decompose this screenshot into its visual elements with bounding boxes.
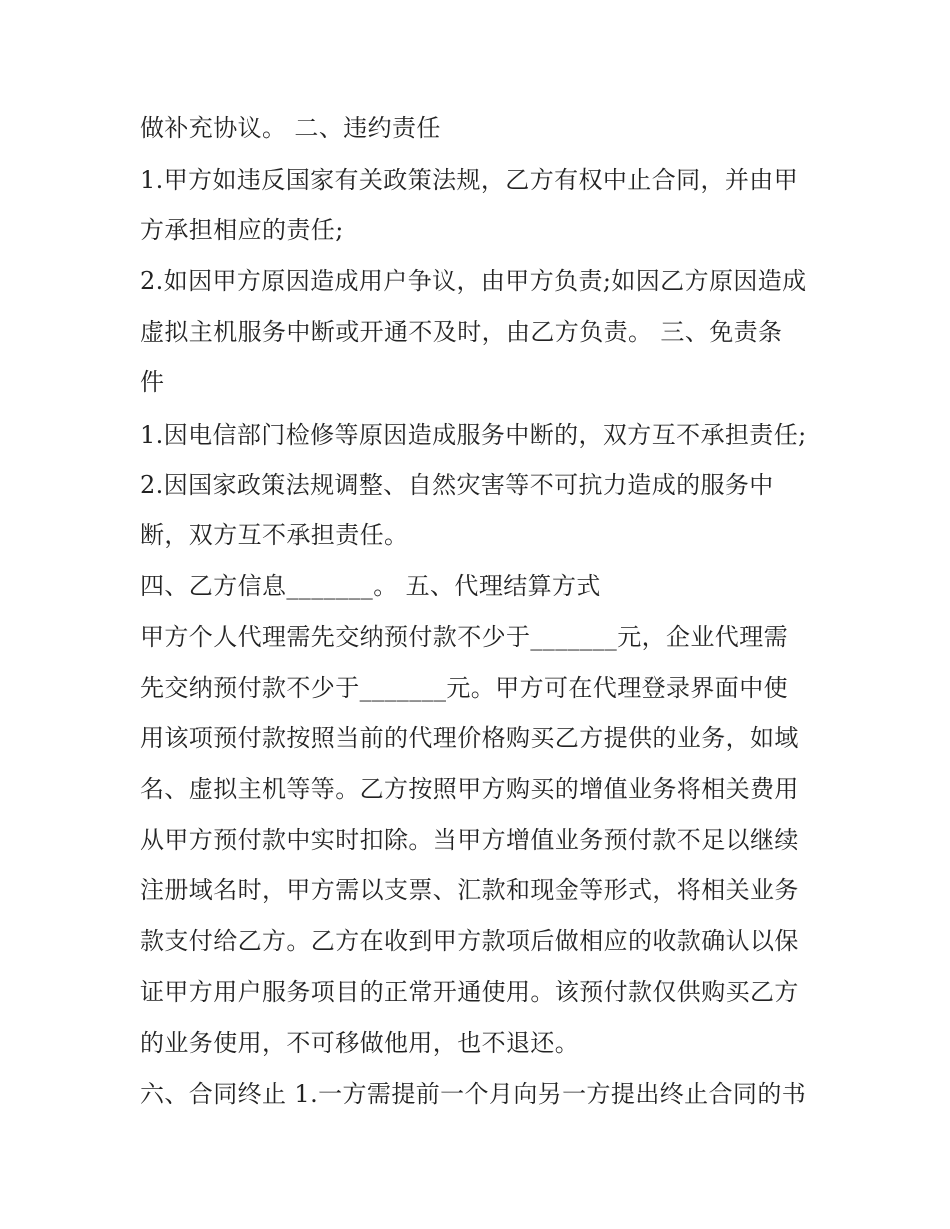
text-line: 1.因电信部门检修等原因造成服务中断的，双方互不承担责任; bbox=[140, 421, 807, 449]
text-line: 款支付给乙方。乙方在收到甲方款项后做相应的收款确认以保 bbox=[140, 927, 799, 955]
text-line: 件 bbox=[140, 368, 165, 396]
text-line: 做补充协议。 二、违约责任 bbox=[140, 114, 441, 142]
text-line: 六、合同终止 1.一方需提前一个月向另一方提出终止合同的书 bbox=[140, 1080, 807, 1108]
text-line: 证甲方用户服务项目的正常开通使用。该预付款仅供购买乙方 bbox=[140, 978, 799, 1006]
text-line: 断，双方互不承担责任。 bbox=[140, 521, 409, 549]
text-line: 用该项预付款按照当前的代理价格购买乙方提供的业务，如域 bbox=[140, 724, 799, 752]
text-line: 1.甲方如违反国家有关政策法规，乙方有权中止合同，并由甲 bbox=[140, 166, 799, 194]
text-line: 的业务使用，不可移做他用，也不退还。 bbox=[140, 1029, 580, 1057]
text-line: 2.因国家政策法规调整、自然灾害等不可抗力造成的服务中 bbox=[140, 471, 774, 499]
text-line: 甲方个人代理需先交纳预付款不少于_______元，企业代理需 bbox=[140, 623, 788, 651]
text-line: 方承担相应的责任; bbox=[140, 216, 344, 244]
text-line: 2.如因甲方原因造成用户争议，由甲方负责;如因乙方原因造成 bbox=[140, 267, 807, 295]
text-line: 先交纳预付款不少于_______元。甲方可在代理登录界面中使 bbox=[140, 674, 788, 702]
text-line: 虚拟主机服务中断或开通不及时，由乙方负责。 三、免责条 bbox=[140, 318, 783, 346]
text-line: 四、乙方信息_______。 五、代理结算方式 bbox=[140, 572, 601, 600]
text-line: 名、虚拟主机等等。乙方按照甲方购买的增值业务将相关费用 bbox=[140, 775, 799, 803]
text-line: 从甲方预付款中实时扣除。当甲方增值业务预付款不足以继续 bbox=[140, 826, 799, 854]
text-line: 注册域名时，甲方需以支票、汇款和现金等形式，将相关业务 bbox=[140, 876, 799, 904]
